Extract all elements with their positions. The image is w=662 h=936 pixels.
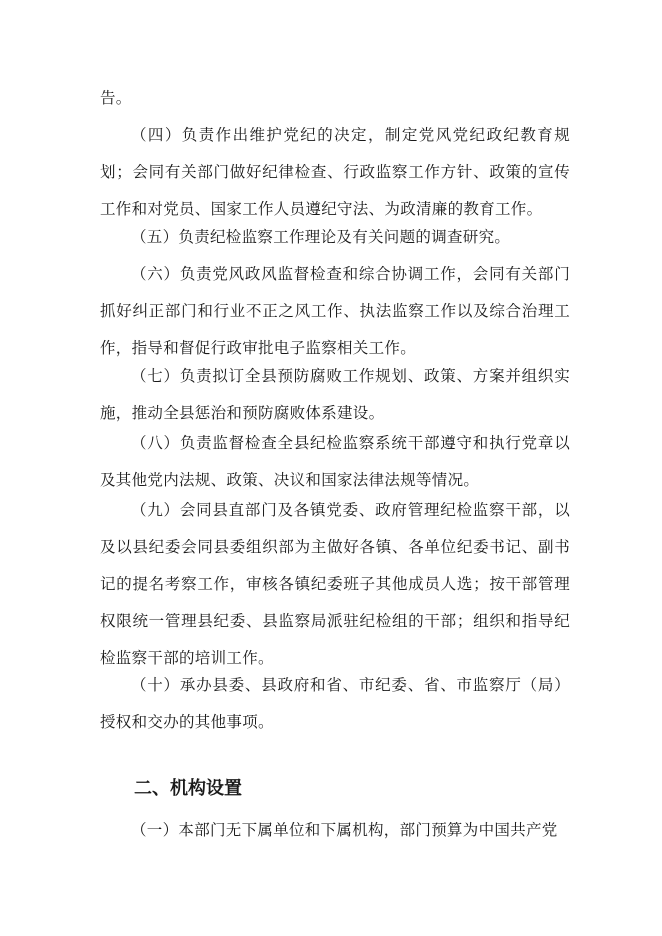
paragraph-item-4: （四）负责作出维护党纪的决定，制定党风党纪政纪教育规划；会同有关部门做好纪律检查、行政监察工作方针、政策的宣传工作和对党员、国家工作人员遵纪守法、为政清廉的教育工作。 (100, 126, 570, 218)
section-paragraph: （一）本部门无下属单位和下属机构，部门预算为中国共产党 (131, 821, 558, 839)
paragraph-item-10: （十）承办县委、县政府和省、市纪委、省、市监察厅（局）授权和交办的其他事项。 (100, 676, 570, 731)
paragraph-item-8: （八）负责监督检查全县纪检监察系统干部遵守和执行党章以及其他党内法规、政策、决议和国家法律法规等情况。 (100, 434, 570, 489)
paragraph-item-6: （六）负责党风政风监督检查和综合协调工作，会同有关部门抓好纠正部门和行业不正之风工作、执法监察工作以及综合治理工作，指导和督促行政审批电子监察相关工作。 (100, 265, 570, 357)
paragraph-item-7: （七）负责拟订全县预防腐败工作规划、政策、方案并组织实施，推动全县惩治和预防腐败体系建设。 (100, 367, 570, 422)
section-heading: 二、机构设置 (134, 778, 242, 799)
paragraph-item-5: （五）负责纪检监察工作理论及有关问题的调查研究。 (131, 228, 511, 246)
paragraph-continuation: 告。 (100, 89, 132, 107)
paragraph-item-9: （九）会同县直部门及各镇党委、政府管理纪检监察干部，以及以县纪委会同县委组织部为主做好各镇、各单位纪委书记、副书记的提名考察工作，审核各镇纪委班子其他成员人选；按干部管理权限统一管理县纪委、县监察局派驻纪检组的干部；组织和指导纪检监察干部的培训工作。 (100, 501, 570, 667)
